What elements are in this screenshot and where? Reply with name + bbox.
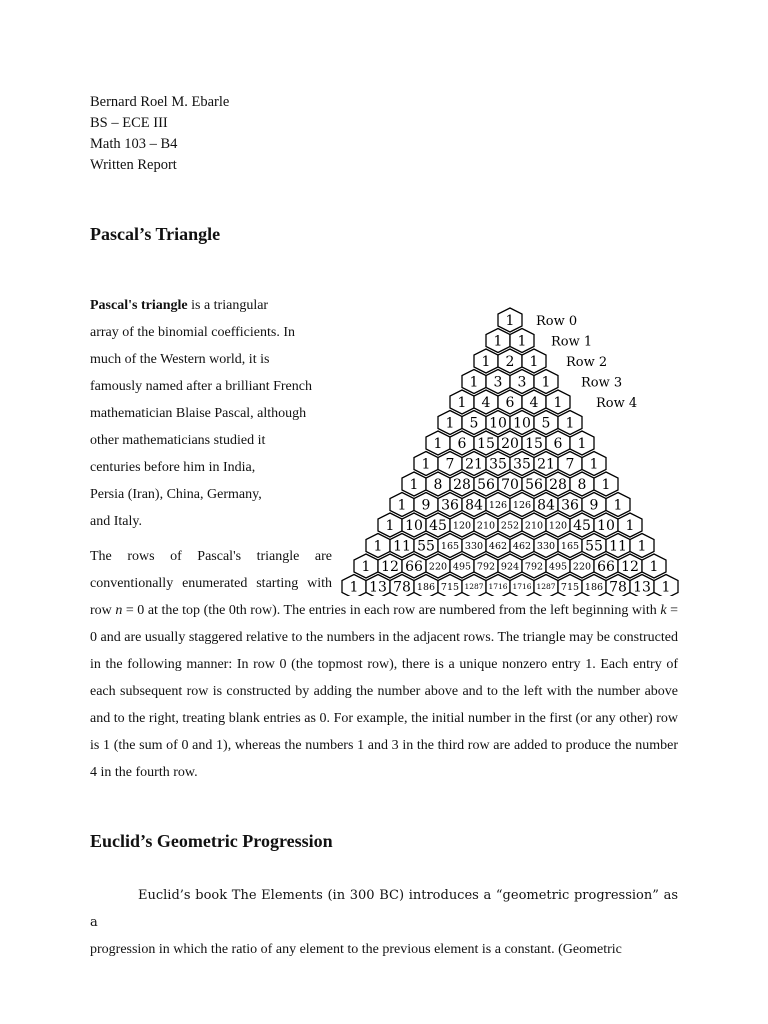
- triangle-value: 56: [477, 476, 495, 493]
- triangle-value: 792: [476, 561, 496, 573]
- triangle-value: 21: [465, 456, 483, 473]
- author-block: [90, 92, 229, 176]
- triangle-value: 70: [501, 476, 519, 493]
- triangle-value: 1: [385, 517, 395, 534]
- triangle-value: 4: [529, 394, 539, 411]
- triangle-value: 56: [525, 476, 543, 493]
- triangle-value: 4: [481, 394, 491, 411]
- triangle-value: 9: [589, 497, 599, 514]
- triangle-value: 78: [393, 579, 411, 596]
- triangle-value: 35: [513, 456, 531, 473]
- triangle-value: 186: [416, 581, 436, 593]
- triangle-value: 15: [477, 435, 495, 452]
- triangle-value: 462: [512, 540, 532, 552]
- triangle-value: 715: [560, 581, 580, 593]
- triangle-value: 10: [489, 415, 507, 432]
- triangle-value: 1: [589, 456, 599, 473]
- triangle-value: 12: [381, 558, 399, 575]
- triangle-value: 7: [565, 456, 575, 473]
- row-label: Row 0: [536, 314, 578, 329]
- triangle-value: 330: [464, 540, 484, 552]
- triangle-value: 792: [524, 561, 544, 573]
- triangle-value: 13: [369, 579, 387, 596]
- intro-line: other mathematicians studied it: [90, 433, 266, 448]
- triangle-value: 1: [613, 497, 623, 514]
- triangle-value: 36: [561, 497, 579, 514]
- triangle-value: 15: [525, 435, 543, 452]
- triangle-value: 78: [609, 579, 627, 596]
- triangle-value: 1: [469, 374, 479, 391]
- triangle-value: 1: [505, 312, 515, 329]
- triangle-value: 1: [529, 353, 539, 370]
- triangle-value: 12: [621, 558, 639, 575]
- triangle-value: 55: [417, 538, 435, 555]
- intro-line: is a triangular: [187, 298, 269, 313]
- triangle-value: 495: [548, 561, 568, 573]
- subject: Math 103 – B4: [90, 136, 178, 152]
- triangle-value: 10: [513, 415, 531, 432]
- triangle-value: 126: [488, 499, 508, 511]
- rows-text: = 0 at the top (the 0th row). The entries in each row are numbered from the left beginning with: [122, 603, 661, 618]
- triangle-value: 1287: [536, 582, 556, 592]
- var-n: n: [115, 603, 123, 618]
- course: BS – ECE III: [90, 115, 168, 131]
- triangle-value: 126: [512, 499, 532, 511]
- pascal-triangle-figure: [340, 300, 680, 596]
- triangle-value: 6: [457, 435, 467, 452]
- triangle-value: 1: [541, 374, 551, 391]
- triangle-value: 1287: [464, 582, 484, 592]
- author-name: Bernard Roel M. Ebarle: [90, 94, 230, 110]
- triangle-value: 28: [549, 476, 567, 493]
- triangle-value: 1: [361, 558, 371, 575]
- triangle-value: 1: [517, 333, 527, 350]
- triangle-value: 330: [536, 540, 556, 552]
- triangle-value: 35: [489, 456, 507, 473]
- triangle-value: 165: [560, 540, 580, 552]
- triangle-value: 1: [373, 538, 383, 555]
- triangle-value: 1: [409, 476, 419, 493]
- triangle-value: 6: [505, 394, 515, 411]
- triangle-value: 1: [661, 579, 671, 596]
- triangle-value: 1: [553, 394, 563, 411]
- triangle-value: 1: [457, 394, 467, 411]
- triangle-value: 7: [445, 456, 455, 473]
- triangle-value: 55: [585, 538, 603, 555]
- triangle-value: 1: [397, 497, 407, 514]
- triangle-value: 2: [505, 353, 515, 370]
- triangle-value: 1: [445, 415, 455, 432]
- intro-line: centuries before him in India,: [90, 460, 256, 475]
- triangle-value: 1: [493, 333, 503, 350]
- euclid-line: Euclid’s book The Elements (in 300 BC) introduces a “geometric progression” as a: [90, 888, 678, 930]
- euclid-line: progression in which the ratio of any element to the previous element is a constant. (Geometric: [90, 942, 622, 957]
- triangle-value: 84: [537, 497, 555, 514]
- triangle-value: 5: [541, 415, 551, 432]
- triangle-value: 210: [476, 520, 496, 532]
- triangle-value: 45: [573, 517, 591, 534]
- intro-line: much of the Western world, it is: [90, 352, 270, 367]
- triangle-value: 120: [452, 520, 472, 532]
- triangle-value: 28: [453, 476, 471, 493]
- rows-text: = 0 and are usually staggered relative to the numbers in the adjacent rows. The triangle may be constructed in the following manner: In row 0 (the topmost row), there is a unique nonzero entry 1. Each entry of each subsequent row is constructed by adding the number above and to the left with the number above and to the right, treating blank entries as 0. For example, the initial number in the first (or any other) row is 1 (the sum of 0 and 1), whereas the numbers 1 and 3 in the third row are added to produce the number 4 in the fourth row.: [90, 603, 678, 780]
- triangle-value: 715: [440, 581, 460, 593]
- triangle-value: 462: [488, 540, 508, 552]
- var-k: k: [660, 603, 667, 618]
- row-label: Row 3: [581, 375, 623, 391]
- intro-line: array of the binomial coefficients. In: [90, 325, 295, 340]
- triangle-value: 3: [493, 374, 503, 391]
- triangle-value: 220: [572, 561, 592, 573]
- triangle-value: 186: [584, 581, 604, 593]
- intro-line: mathematician Blaise Pascal, although: [90, 406, 307, 421]
- triangle-value: 10: [597, 517, 615, 534]
- triangle-value: 252: [500, 520, 520, 532]
- triangle-value: 1: [577, 435, 587, 452]
- triangle-value: 1: [481, 353, 491, 370]
- row-label: Row 1: [551, 334, 593, 350]
- triangle-value: 9: [421, 497, 431, 514]
- triangle-value: 1: [421, 456, 431, 473]
- triangle-value: 66: [405, 558, 423, 575]
- section-title-pascal: Pascal’s Triangle: [90, 224, 221, 244]
- triangle-value: 1: [433, 435, 443, 452]
- triangle-value: 8: [433, 476, 443, 493]
- triangle-value: 495: [452, 561, 472, 573]
- triangle-value: 1: [601, 476, 611, 493]
- euclid-paragraph: [90, 882, 678, 963]
- triangle-value: 21: [537, 456, 555, 473]
- triangle-value: 3: [517, 374, 527, 391]
- triangle-value: 1: [625, 517, 635, 534]
- triangle-value: 165: [440, 540, 460, 552]
- report-type: Written Report: [90, 157, 177, 173]
- triangle-value: 84: [465, 497, 483, 514]
- rows-line: conventionally enumerated starting with: [90, 576, 332, 591]
- triangle-value: 1: [637, 538, 647, 555]
- triangle-value: 1: [349, 579, 359, 596]
- triangle-value: 6: [553, 435, 563, 452]
- triangle-value: 1716: [488, 582, 508, 592]
- triangle-value: 1: [565, 415, 575, 432]
- intro-line: Persia (Iran), China, Germany,: [90, 487, 262, 502]
- triangle-value: 220: [428, 561, 448, 573]
- triangle-value: 13: [633, 579, 651, 596]
- triangle-value: 66: [597, 558, 615, 575]
- triangle-value: 1716: [512, 582, 532, 592]
- row-label: Row 2: [566, 355, 608, 370]
- row-label: Row 4: [596, 396, 638, 411]
- triangle-value: 11: [393, 538, 411, 555]
- intro-line: and Italy.: [90, 514, 142, 529]
- triangle-value: 210: [524, 520, 544, 532]
- section-title-euclid: Euclid’s Geometric Progression: [90, 831, 333, 851]
- rows-line: The rows of Pascal's triangle are: [90, 549, 332, 564]
- pascal-bold-term: Pascal's triangle: [90, 298, 188, 313]
- triangle-value: 10: [405, 517, 423, 534]
- triangle-value: 11: [609, 538, 627, 555]
- triangle-value: 5: [469, 415, 479, 432]
- rows-paragraph-start: [90, 543, 332, 597]
- triangle-value: 1: [649, 558, 659, 575]
- intro-line: famously named after a brilliant French: [90, 379, 312, 394]
- triangle-value: 8: [577, 476, 587, 493]
- triangle-value: 924: [500, 561, 520, 573]
- triangle-value: 120: [548, 520, 568, 532]
- pascal-intro-paragraph: [90, 292, 340, 535]
- triangle-value: 45: [429, 517, 447, 534]
- triangle-value: 20: [501, 435, 519, 452]
- rows-paragraph-body: [90, 597, 678, 786]
- triangle-value: 36: [441, 497, 459, 514]
- rows-text: row: [90, 603, 116, 618]
